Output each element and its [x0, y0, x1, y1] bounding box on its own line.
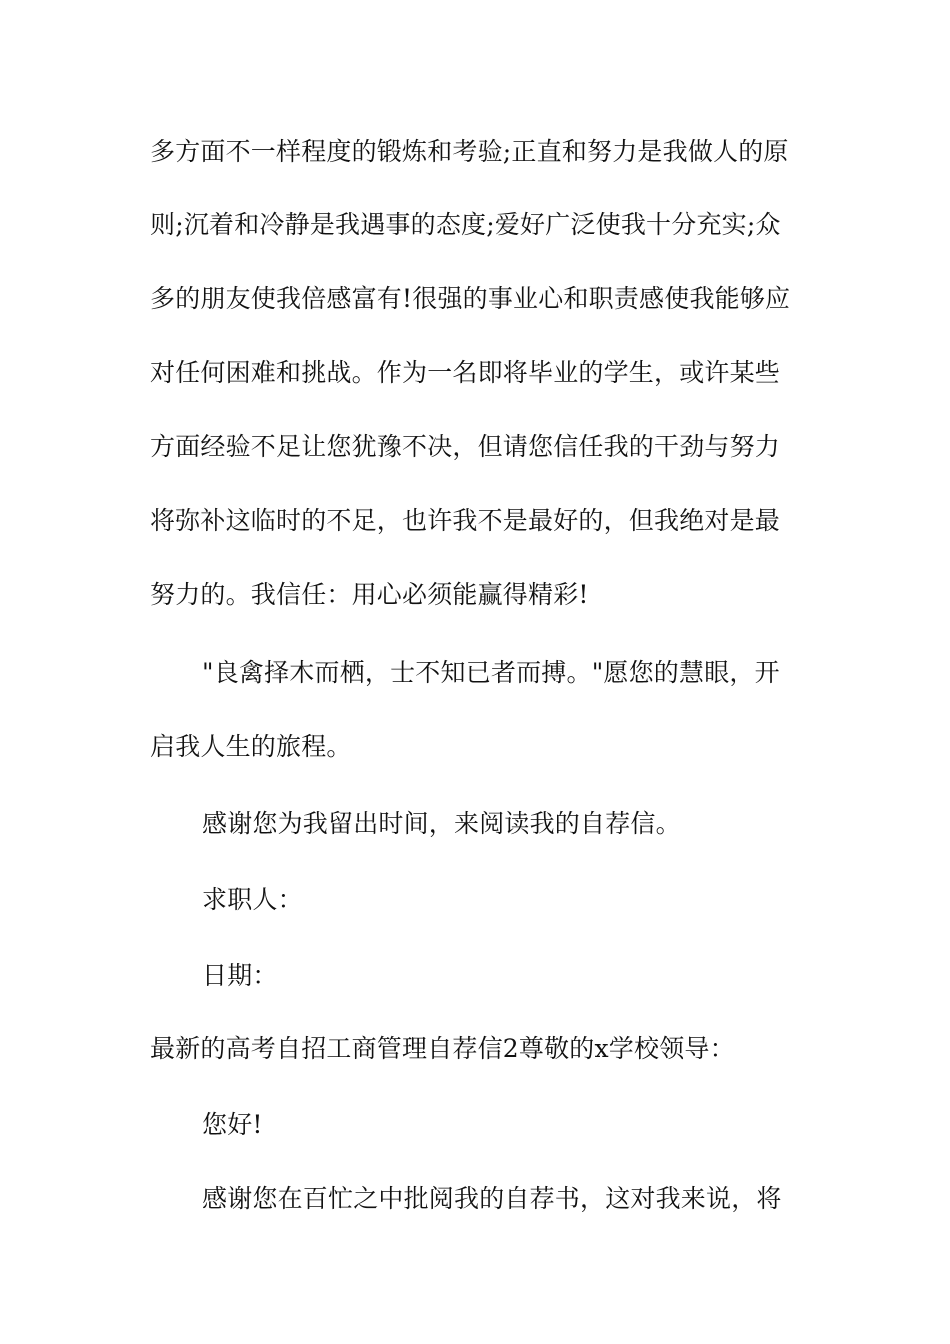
body-text-line: 努力的。我信任：用心必须能赢得精彩!: [150, 580, 589, 609]
body-text-line: 将弥补这临时的不足，也许我不是最好的，但我绝对是最: [150, 506, 781, 535]
thanks-line: 感谢您为我留出时间，来阅读我的自荐信。: [202, 809, 681, 838]
body-text-line: 对任何困难和挑战。作为一名即将毕业的学生，或许某些: [150, 358, 781, 387]
body-text-line: 多方面不一样程度的锻炼和考验;正直和努力是我做人的原: [150, 137, 789, 166]
body-text-line: 启我人生的旅程。: [150, 732, 352, 761]
section-heading: 最新的高考自招工商管理自荐信2尊敬的x学校领导：: [150, 1034, 735, 1063]
body-text-line: 则;沉着和冷静是我遇事的态度;爱好广泛使我十分充实;众: [150, 210, 781, 239]
body-text-line: 感谢您在百忙之中批阅我的自荐书，这对我来说，将: [202, 1184, 782, 1213]
body-text-line: 方面经验不足让您犹豫不决，但请您信任我的干劲与努力: [150, 432, 781, 461]
body-text-line: 多的朋友使我倍感富有!很强的事业心和职责感使我能够应: [150, 284, 791, 313]
date-label: 日期：: [202, 961, 278, 990]
greeting-line: 您好!: [202, 1110, 263, 1139]
quote-line: "良禽择木而栖，士不知已者而搏。"愿您的慧眼，开: [202, 658, 780, 687]
applicant-label: 求职人：: [202, 885, 303, 914]
